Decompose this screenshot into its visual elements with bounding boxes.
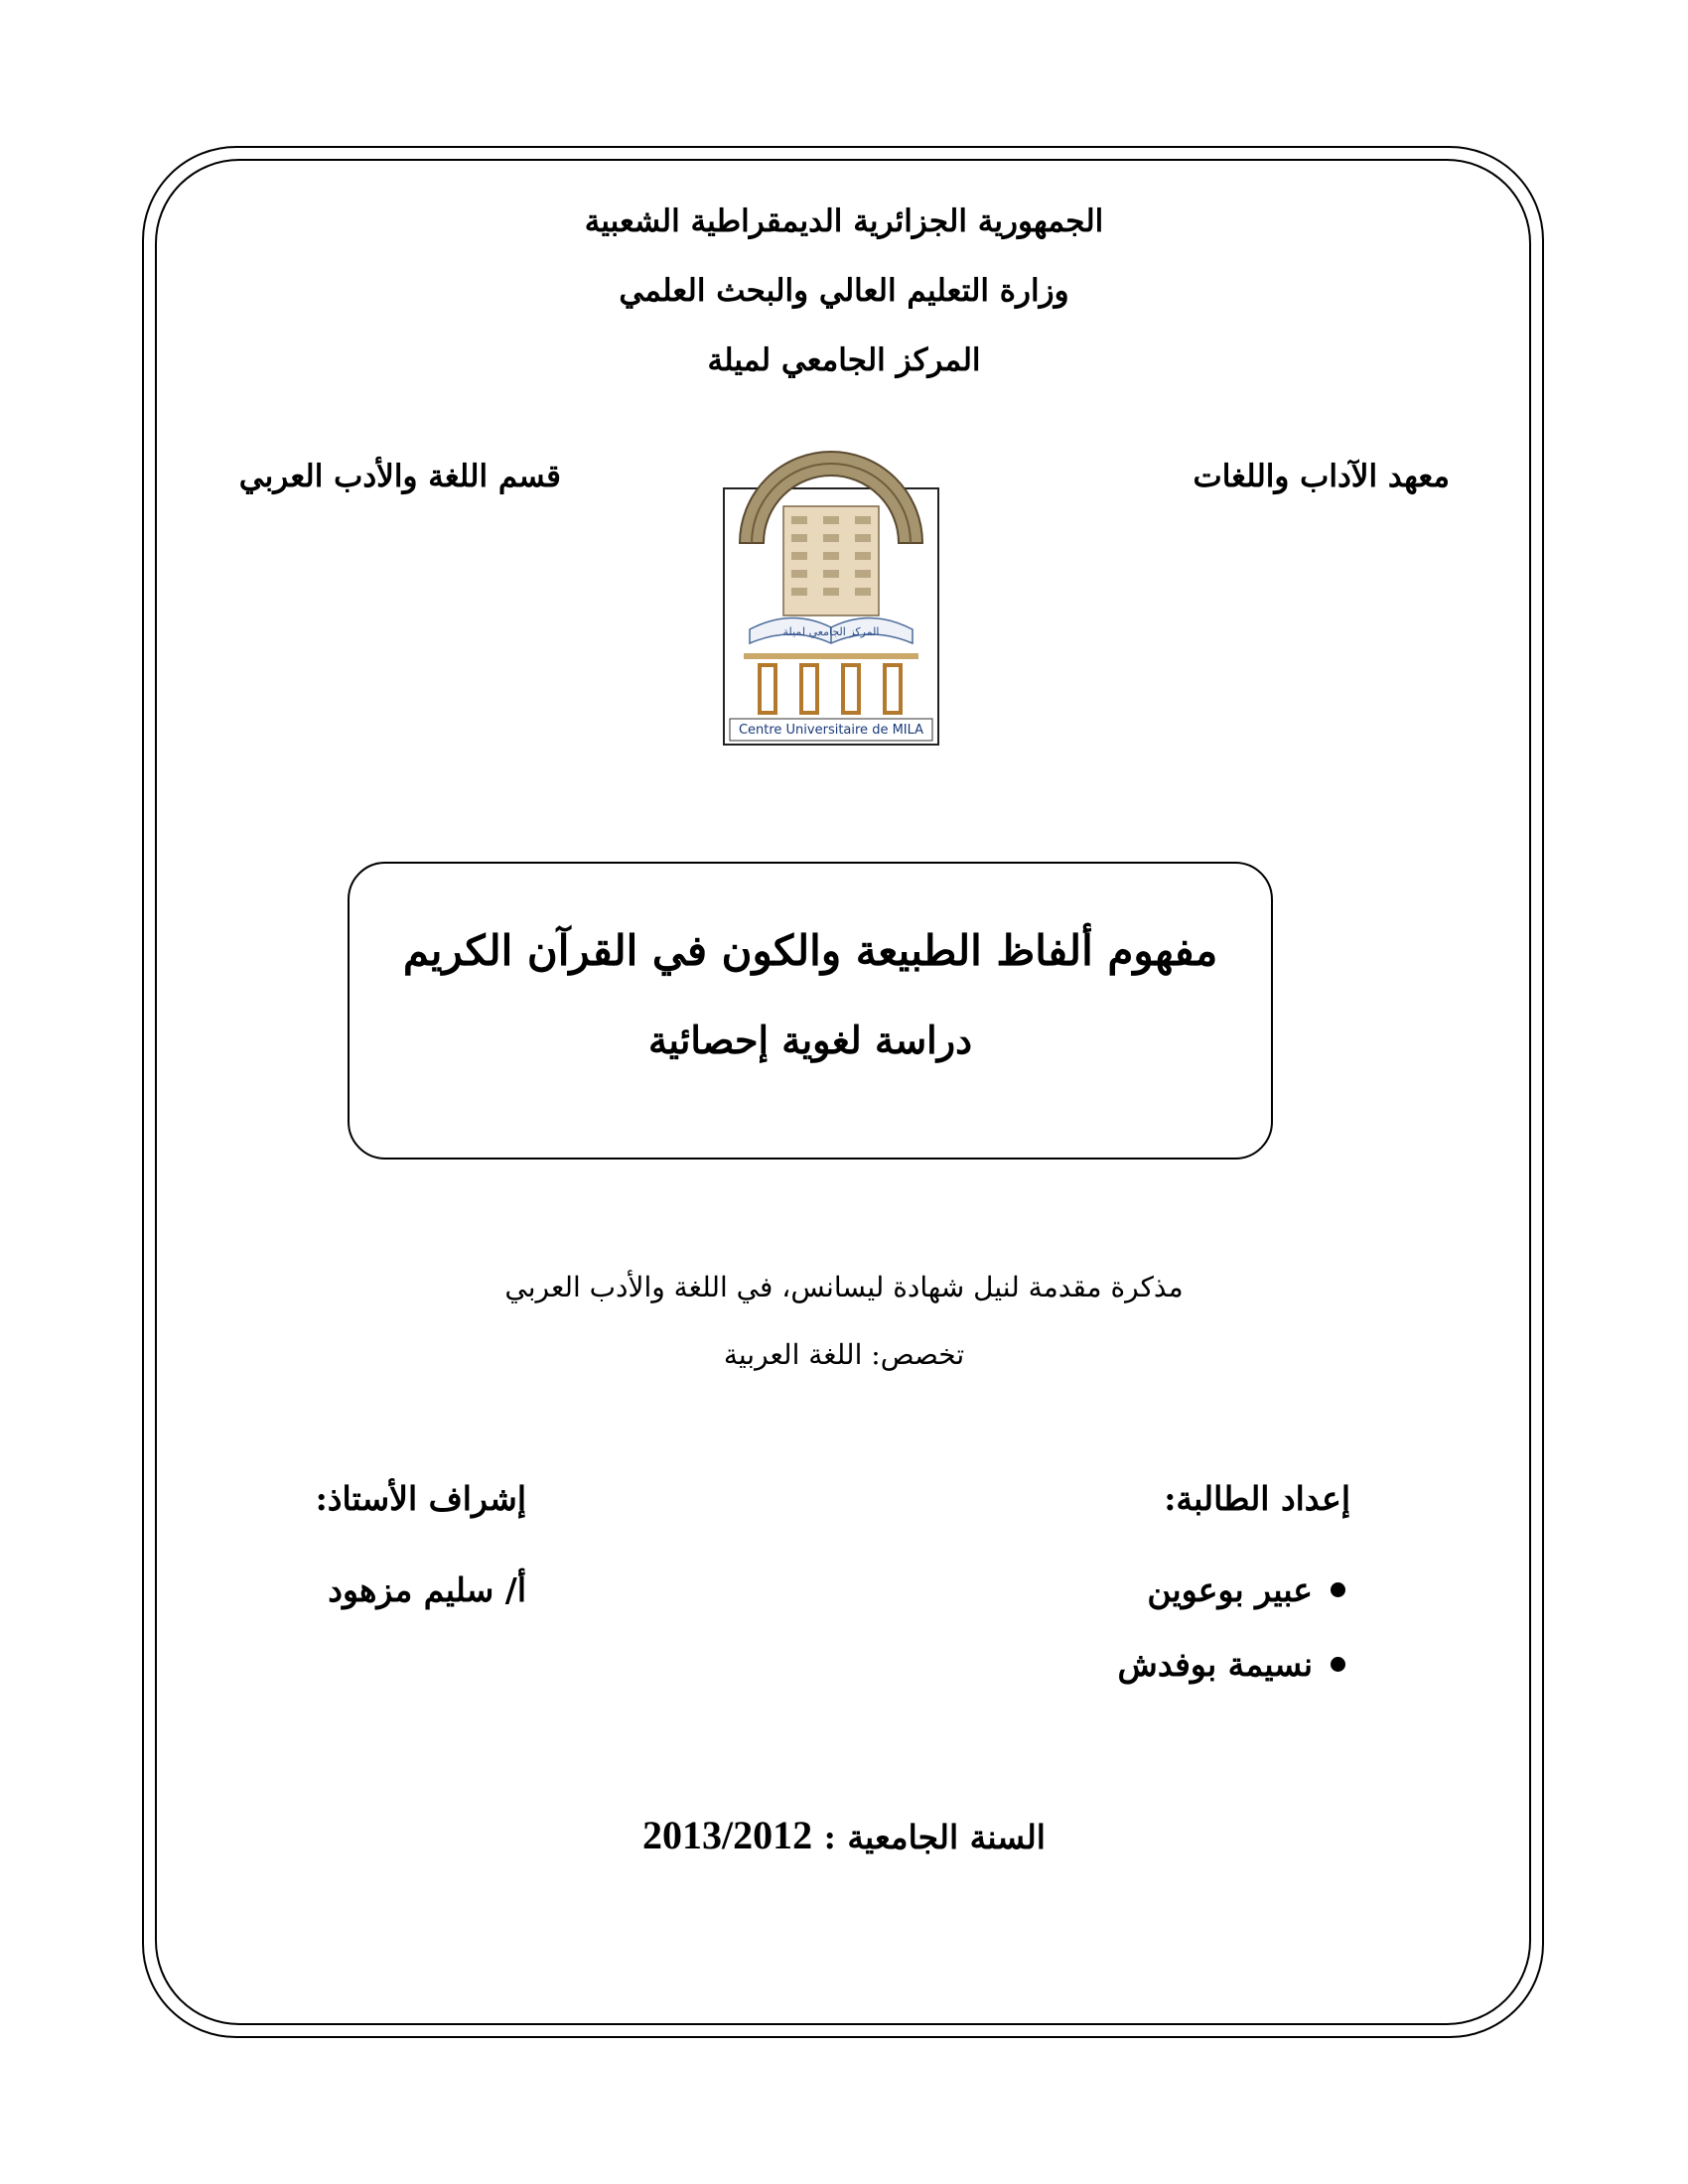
title-box: [348, 862, 1273, 1160]
institute-label: معهد الآداب واللغات: [1193, 459, 1450, 494]
thesis-subtitle: دراسة لغوية إحصائية: [648, 1018, 972, 1062]
bullet-icon: [1331, 1582, 1345, 1597]
logo-inner-arabic-text: المركز الجامعي لميلة: [782, 625, 880, 638]
header-university-center: المركز الجامعي لميلة: [707, 342, 981, 378]
bullet-icon: [1331, 1657, 1345, 1672]
memo-description: مذكرة مقدمة لنيل شهادة ليسانس، في اللغة والأدب العربي: [504, 1271, 1184, 1303]
academic-year-value: 2013/2012: [642, 1813, 813, 1857]
student-item: [1118, 1645, 1345, 1684]
supervisor-name: أ/ سليم مزهود: [328, 1570, 526, 1609]
prepared-by-label: إعداد الطالبة:: [1164, 1479, 1350, 1518]
logo-caption: Centre Universitaire de MILA: [738, 723, 924, 738]
thesis-title: مفهوم ألفاظ الطبيعة والكون في القرآن الكريم: [402, 926, 1218, 975]
header-republic: الجمهورية الجزائرية الديمقراطية الشعبية: [584, 204, 1104, 239]
student-item: [1147, 1570, 1345, 1609]
university-logo: [722, 449, 940, 747]
header-ministry: وزارة التعليم العالي والبحث العلمي: [619, 273, 1069, 309]
memo-specialization: تخصص: اللغة العربية: [723, 1338, 965, 1371]
student-name: عبير بوعوين: [1147, 1570, 1313, 1609]
department-label: قسم اللغة والأدب العربي: [238, 459, 561, 494]
supervision-label: إشراف الأستاذ:: [315, 1479, 526, 1518]
student-name: نسيمة بوفدش: [1117, 1645, 1313, 1684]
academic-year-label: السنة الجامعية :: [823, 1818, 1046, 1856]
academic-year: [0, 1812, 1688, 1858]
